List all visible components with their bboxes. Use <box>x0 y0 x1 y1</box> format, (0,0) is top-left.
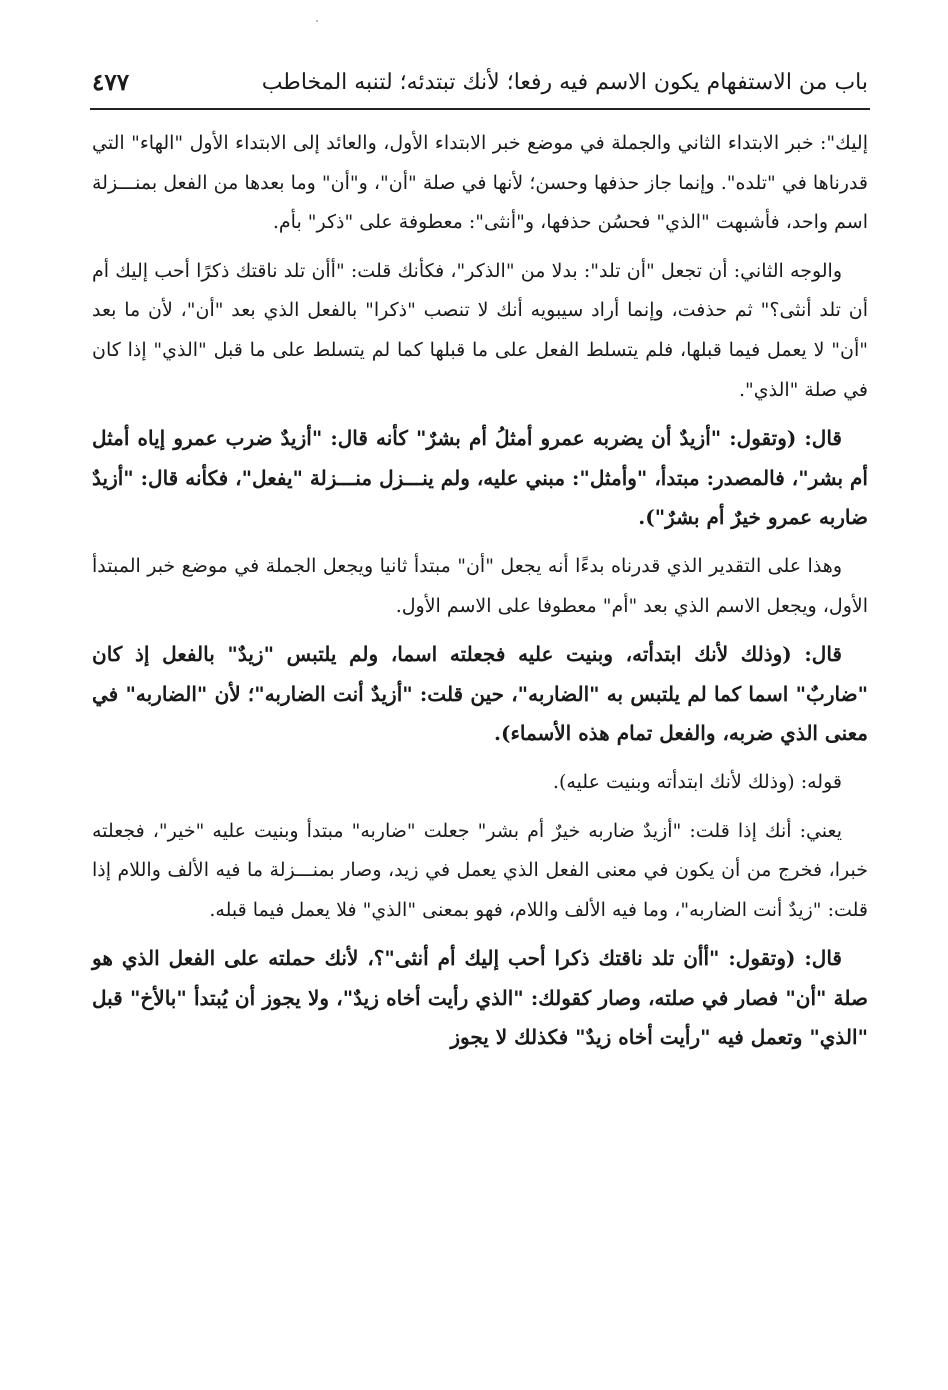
paragraph-lemma: قوله: (وذلك لأنك ابتدأته وبنيت عليه). <box>552 770 842 793</box>
paragraph-commentary-2: يعني: أنك إذا قلت: "أزيدٌ ضاربه خيرٌ أم بشر" جعلت "ضاربه" مبتدأ وبنيت عليه "خير"، فجعلته خبرا، فخرج من أن يكون في معنى الفعل الذي يعمل في زيد، وصار بمنـــزلة ما فيه الألف واللام إذا قلت: "زيدٌ أنت الضاربه"، وما فيه الألف واللام، فهو بمعنى "الذي" فلا يعمل فيما قبله. <box>92 819 868 921</box>
body-text <box>92 124 868 1058</box>
running-header <box>92 66 868 106</box>
running-title: باب من الاستفهام يكون الاسم فيه رفعا؛ لأنك تبتدئه؛ لتنبه المخاطب <box>261 70 868 95</box>
scan-speck <box>316 20 318 22</box>
paragraph-quote-sibawayh-2: قال: (وذلك لأنك ابتدأته، وبنيت عليه فجعلته اسما، ولم يلتبس "زيدٌ" بالفعل إذ كان "ضاربٌ" اسما كما لم يلتبس به "الضاربه"، حين قلت: "أزيدٌ أنت الضاربه"؛ لأن "الضاربه" في معنى الذي ضربه، والفعل تمام هذه الأسماء). <box>92 642 868 746</box>
paragraph-continuation: إليك": خبر الابتداء الثاني والجملة في موضع خبر الابتداء الأول، والعائد إلى الابتداء الأول "الهاء" التي قدرناها في "تلده". وإنما جاز حذفها وحسن؛ لأنها في صلة "أن"، و"أن" وما بعدها من الفعل بمنـــزلة اسم واحد، فأشبهت "الذي" فحسُن حذفها، و"أنثى": معطوفة على "ذكر" بأم. <box>92 132 868 234</box>
header-divider <box>90 108 870 110</box>
page-number: ٤٧٧ <box>92 69 130 96</box>
paragraph-commentary-1: وهذا على التقدير الذي قدرناه بدءًا أنه يجعل "أن" مبتدأ ثانيا ويجعل الجملة في موضع خبر المبتدأ الأول، ويجعل الاسم الذي بعد "أم" معطوفا على الاسم الأول. <box>92 554 868 617</box>
paragraph-quote-sibawayh-3: قال: (وتقول: "أأن تلد ناقتك ذكرا أحب إليك أم أنثى"؟، لأنك حملته على الفعل الذي هو صلة "أن" فصار في صلته، وصار كقولك: "الذي رأيت أخاه زيدٌ"، ولا يجوز أن يُبتدأ "بالأخ" قبل "الذي" وتعمل فيه "رأيت أخاه زيدٌ" فكذلك لا يجوز <box>92 946 868 1050</box>
paragraph-quote-sibawayh-1: قال: (وتقول: "أزيدٌ أن يضربه عمرو أمثلُ أم بشرٌ" كأنه قال: "أزيدٌ ضرب عمرو إياه أمثل أم بشر"، فالمصدر: مبتدأ، "وأمثل": مبني عليه، ولم ينـــزل منـــزلة "يفعل"، فكأنه قال: "أزيدٌ ضاربه عمرو خيرٌ أم بشرٌ"). <box>92 426 868 530</box>
paragraph-second-interpretation: والوجه الثاني: أن تجعل "أن تلد": بدلا من "الذكر"، فكأنك قلت: "أأن تلد ناقتك ذكرًا أحب إليك أم أن تلد أنثى؟" ثم حذفت، وإنما أراد سيبويه أنك لا تنصب "ذكرا" بالفعل الذي بعد "أن"، لأن ما بعد "أن" لا يعمل فيما قبلها، فلم يتسلط الفعل على ما قبلها كما لم يتسلط على ما قبل "الذي" إذا كان في صلة "الذي". <box>92 259 868 401</box>
